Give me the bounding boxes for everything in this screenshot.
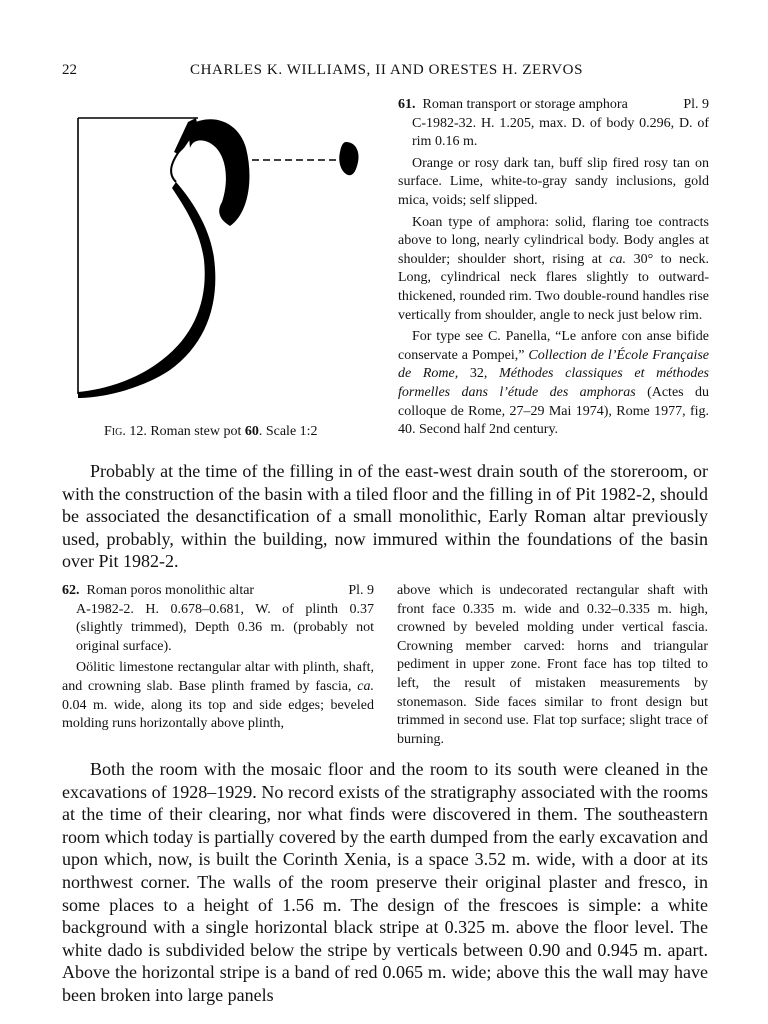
entry-62-title: Roman poros monolithic altar: [86, 583, 255, 598]
running-title: CHARLES K. WILLIAMS, II AND ORESTES H. ZERVOS: [190, 62, 584, 78]
entry-61-fabric: Orange or rosy dark tan, buff slip fired rosy tan on surface. Lime, white-to-gray sandy inclusions, gold mica, voids; self slipped.: [398, 155, 709, 208]
figure-caption-text: 12. Roman stew pot: [129, 424, 242, 439]
entry-61-measurements: C-1982-32. H. 1.205, max. D. of body 0.296, D. of rim 0.16 m.: [412, 115, 709, 150]
entry-61-plate: Pl. 9: [683, 97, 709, 112]
entry-62-measurements: A-1982-2. H. 0.678–0.681, W. of plinth 0.37 (slightly trimmed), Depth 0.36 m. (probably not original surface).: [76, 601, 374, 654]
page-number: 22: [62, 62, 77, 78]
entry-61-reference: For type see C. Panella, “Le anfore con anse bifide conservate a Pompei,” Collection de l’École Française de Rome, 32, Méthodes classiques et méthodes formelles dans l’étude des amphoras (Actes du colloque de Rome, 27–29 Mai 1974), Rome 1977, fig. 40. Second half 2nd century.: [398, 329, 709, 438]
figure-caption-catalog-number: 60: [244, 424, 259, 439]
neck-line: [171, 150, 180, 182]
catalog-entry-62-continued: [397, 582, 708, 749]
entry-62-heading: [62, 582, 374, 601]
figure-caption: [104, 424, 318, 440]
entry-61-description: Koan type of amphora: solid, flaring toe contracts above to long, nearly cylindrical body. Body angles at shoulder; shoulder short, rising at ca. 30° to neck. Long, cylindrical neck flares slightly to outward-thickened, rounded rim. Two double-round handles rise vertically from shoulder, angle to neck just below rim.: [398, 214, 709, 323]
handle-section: [188, 119, 249, 226]
figure-caption-scale: . Scale 1:2: [258, 424, 318, 439]
catalog-entry-62: [62, 582, 374, 737]
figure-caption-prefix: Fig.: [104, 424, 126, 439]
catalog-entry-61: [398, 96, 709, 443]
entry-61-title: Roman transport or storage amphora: [422, 97, 628, 112]
entry-62-description-continued: above which is undecorated rectangular shaft with front face 0.335 m. wide and 0.32–0.335 m. high, crowned by beveled molding under vertical fascia. Crowning member carved: horns and triangular pediment in upper zone. Front face has top tilted to left, the result of mistaken measurements by stonemason. Side faces similar to front design but trimmed in second use. Flat top surface; slight trace of burning.: [397, 583, 708, 747]
stew-pot-profile-drawing: [70, 108, 370, 420]
entry-62-plate: Pl. 9: [348, 583, 374, 598]
body-paragraph-altar: Probably at the time of the filling in of the east-west drain south of the storeroom, or with the construction of the basin with a tiled floor and the filling in of Pit 1982-2, should be associated the desanctification of a small monolithic, Early Roman altar previously used, probably, within the building, now immured within the foundations of the basin over Pit 1982-2.: [62, 461, 708, 572]
handle-cross-section: [339, 142, 358, 175]
entry-62-number: 62.: [62, 583, 80, 598]
entry-62-description-start: Oölitic limestone rectangular altar with plinth, shaft, and crowning slab. Base plinth framed by fascia, ca. 0.04 m. wide, along its top and side edges; beveled molding runs horizontally above plinth,: [62, 660, 374, 732]
body-paragraph-rooms: Both the room with the mosaic floor and the room to its south were cleaned in the excavations of 1928–1929. No record exists of the stratigraphy associated with the rooms at the time of their clearing, nor what finds were discovered in them. The southeastern room which today is partially covered by the earth dumped from the early excavation and upon which, now, is built the Corinth Xenia, is a space 3.52 m. wide, with a door at its northwest corner. The walls of the room preserve their original plaster and fresco, in some places to a height of 1.56 m. The design of the frescoes is simple: a white background with a single horizontal black stripe at 0.325 m. above the floor level. The white dado is subdivided below the stripe by verticals between 0.90 and 0.945 m. apart. Above the horizontal stripe is a band of red 0.065 m. wide; above this the wall may have been broken into large panels: [62, 759, 708, 1005]
body-wall: [78, 182, 215, 398]
entry-61-heading: [398, 96, 709, 115]
entry-61-number: 61.: [398, 97, 416, 112]
